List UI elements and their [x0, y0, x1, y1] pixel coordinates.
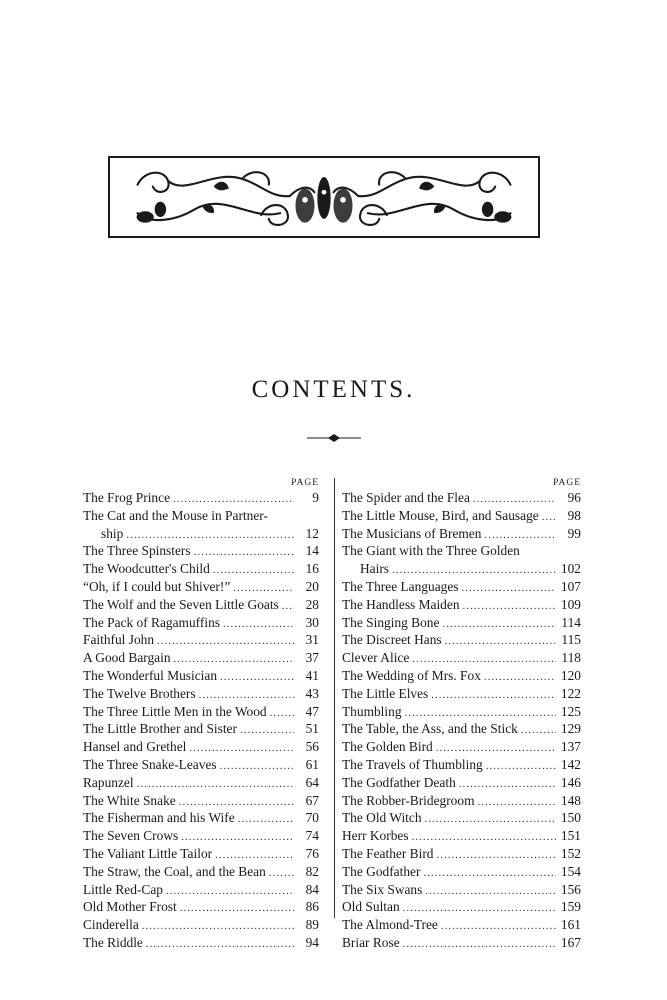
entry-page-number: 37 [305, 650, 319, 666]
entry-title: The Riddle [83, 934, 143, 950]
entry-title: Rapunzel [83, 774, 134, 790]
dot-leader [403, 936, 556, 954]
entry-page-number: 122 [560, 685, 581, 701]
dot-leader [486, 758, 556, 776]
contents-entry [83, 560, 319, 578]
entry-title: ship [101, 525, 124, 541]
entry-title: Old Sultan [342, 899, 400, 915]
contents-entry [83, 525, 319, 543]
entry-title: The Feather Bird [342, 845, 434, 861]
dot-leader [142, 918, 294, 936]
entry-page-number: 96 [567, 490, 581, 505]
dot-leader [223, 616, 294, 634]
entry-page-number: 115 [561, 632, 581, 648]
contents-entry [83, 649, 319, 667]
entry-page-number: 125 [560, 703, 581, 719]
entry-title: The Handless Maiden [342, 596, 460, 612]
entry-title: Clever Alice [342, 650, 410, 666]
contents-entry [83, 863, 319, 881]
entry-page-number: 67 [305, 792, 319, 808]
entry-title: The Seven Crows [83, 828, 179, 844]
contents-entry [342, 703, 581, 721]
contents-entry [342, 560, 581, 578]
contents-entry [342, 845, 581, 863]
entry-page-number: 152 [560, 845, 581, 861]
entry-title: The Straw, the Coal, and the Bean [83, 863, 266, 879]
entry-title: The White Snake [83, 792, 176, 808]
contents-entry [83, 614, 319, 632]
entry-page-number: 137 [560, 739, 581, 755]
entry-title: The Golden Bird [342, 739, 433, 755]
dot-leader [180, 900, 294, 918]
entry-page-number: 74 [305, 828, 319, 844]
entry-page-number: 129 [560, 721, 581, 737]
dot-leader [445, 633, 556, 651]
contents-entry [83, 934, 319, 952]
dot-leader [282, 598, 294, 616]
dot-leader [425, 883, 556, 901]
entry-page-number: 94 [305, 934, 319, 950]
entry-title: The Robber-Bridegroom [342, 792, 475, 808]
entry-page-number: 47 [305, 703, 319, 719]
entry-page-number: 114 [561, 614, 581, 630]
entry-title: The Wedding of Mrs. Fox [342, 667, 481, 683]
dot-leader [220, 758, 294, 776]
dot-leader [478, 794, 557, 812]
contents-entry [342, 756, 581, 774]
page-column-label: PAGE [291, 478, 319, 488]
entry-page-number: 20 [305, 578, 319, 594]
entry-title: Briar Rose [342, 934, 400, 950]
entry-title: The Discreet Hans [342, 632, 442, 648]
entry-title: The Little Mouse, Bird, and Sausage [342, 507, 539, 523]
contents-entry [342, 525, 581, 543]
contents-entry [342, 685, 581, 703]
entry-page-number: 12 [305, 525, 319, 541]
entry-page-number: 28 [305, 596, 319, 612]
contents-entry [83, 667, 319, 685]
dot-leader [542, 509, 556, 527]
entry-page-number: 86 [305, 899, 319, 915]
dot-leader [220, 669, 294, 687]
entry-page-number: 82 [305, 863, 319, 879]
contents-entry [83, 489, 319, 507]
entry-title: The Cat and the Mouse in Partner- [83, 507, 268, 523]
contents-entry [342, 578, 581, 596]
entry-page-number: 76 [305, 845, 319, 861]
entry-title: Hairs [360, 561, 390, 577]
contents-entry [83, 827, 319, 845]
entry-page-number: 142 [560, 756, 581, 772]
entry-title: The Giant with the Three Golden [342, 543, 520, 559]
contents-entry [342, 898, 581, 916]
entry-title: The Six Swans [342, 881, 423, 897]
entry-title: The Twelve Brothers [83, 685, 196, 701]
entry-page-number: 102 [560, 561, 581, 577]
dot-leader [431, 687, 556, 705]
contents-entry [83, 916, 319, 934]
entry-page-number: 150 [560, 810, 581, 826]
dot-leader [521, 722, 556, 740]
contents-entry [342, 809, 581, 827]
decorative-headpiece [108, 156, 540, 238]
entry-page-number: 30 [305, 614, 319, 630]
contents-entry [83, 792, 319, 810]
entry-title: The Valiant Little Tailor [83, 845, 213, 861]
entry-page-number: 109 [560, 596, 581, 612]
entry-title: The Wonderful Musician [83, 667, 218, 683]
contents-entry [342, 792, 581, 810]
entry-title: The Little Brother and Sister [83, 721, 237, 737]
entry-title: The Travels of Thumbling [342, 756, 483, 772]
contents-entry [342, 720, 581, 738]
entry-page-number: 151 [560, 828, 581, 844]
contents-entry [83, 738, 319, 756]
column-divider [334, 478, 335, 918]
dot-leader [436, 847, 556, 865]
entry-title: The Three Spinsters [83, 543, 191, 559]
dot-leader [146, 936, 294, 954]
entry-title: A Good Bargain [83, 650, 171, 666]
contents-list-right [342, 489, 581, 952]
contents-entry [342, 863, 581, 881]
entry-title: The Woodcutter's Child [83, 561, 210, 577]
contents-entry [83, 881, 319, 899]
entry-page-number: 16 [305, 561, 319, 577]
entry-title: “Oh, if I could but Shiver!” [83, 578, 231, 594]
contents-entry [342, 934, 581, 952]
entry-page-number: 120 [560, 667, 581, 683]
contents-entry [342, 774, 581, 792]
entry-page-number: 61 [305, 756, 319, 772]
dot-leader [423, 865, 556, 883]
entry-title: Herr Korbes [342, 828, 409, 844]
entry-page-number: 31 [305, 632, 319, 648]
dot-leader [166, 883, 294, 901]
page-column-label: PAGE [553, 478, 581, 488]
entry-title: The Table, the Ass, and the Stick [342, 721, 518, 737]
entry-title: Old Mother Frost [83, 899, 177, 915]
dot-leader [441, 918, 556, 936]
contents-entry [83, 898, 319, 916]
entry-page-number: 148 [560, 792, 581, 808]
contents-entry [342, 916, 581, 934]
dot-leader [238, 811, 294, 829]
dot-leader [269, 865, 294, 883]
entry-title: Cinderella [83, 917, 139, 933]
entry-page-number: 41 [305, 667, 319, 683]
contents-entry [342, 596, 581, 614]
contents-entry [83, 596, 319, 614]
contents-entry [83, 507, 319, 525]
dot-leader [240, 722, 294, 740]
contents-entry [83, 542, 319, 560]
contents-entry [83, 809, 319, 827]
contents-entry [342, 507, 581, 525]
contents-entry [342, 614, 581, 632]
entry-title: The Little Elves [342, 685, 429, 701]
entry-title: The Pack of Ragamuffins [83, 614, 220, 630]
contents-entry [83, 756, 319, 774]
entry-page-number: 107 [560, 578, 581, 594]
contents-entry [342, 667, 581, 685]
entry-title: The Fisherman and his Wife [83, 810, 235, 826]
contents-entry [83, 703, 319, 721]
page-title: CONTENTS. [251, 376, 416, 403]
contents-entry [83, 774, 319, 792]
contents-entry [83, 631, 319, 649]
contents-entry [342, 489, 581, 507]
entry-title: Hansel and Grethel [83, 739, 187, 755]
contents-entry [342, 827, 581, 845]
entry-page-number: 159 [560, 899, 581, 915]
dot-leader [462, 580, 557, 598]
entry-title: The Three Snake-Leaves [83, 756, 217, 772]
contents-entry [342, 631, 581, 649]
contents-entry [83, 845, 319, 863]
dot-leader [484, 669, 556, 687]
entry-title: Little Red-Cap [83, 881, 163, 897]
entry-page-number: 56 [305, 739, 319, 755]
entry-title: The Three Little Men in the Wood [83, 703, 267, 719]
dot-leader [270, 705, 294, 723]
entry-page-number: 9 [312, 490, 319, 505]
entry-page-number: 154 [560, 863, 581, 879]
contents-entry [83, 720, 319, 738]
entry-page-number: 84 [305, 881, 319, 897]
entry-title: Faithful John [83, 632, 155, 648]
dot-leader [463, 598, 556, 616]
entry-title: The Old Witch [342, 810, 422, 826]
contents-column-right [342, 478, 581, 952]
entry-page-number: 98 [567, 507, 581, 523]
entry-page-number: 161 [560, 917, 581, 933]
contents-column-left [83, 478, 319, 952]
entry-page-number: 64 [305, 774, 319, 790]
contents-entry [342, 738, 581, 756]
entry-title: The Almond-Tree [342, 917, 438, 933]
entry-page-number: 43 [305, 685, 319, 701]
dot-leader [157, 633, 294, 651]
contents-entry [83, 578, 319, 596]
entry-title: The Three Languages [342, 578, 459, 594]
entry-title: The Godfather [342, 863, 421, 879]
entry-title: The Wolf and the Seven Little Goats [83, 596, 279, 612]
contents-entry [342, 542, 581, 560]
entry-page-number: 146 [560, 774, 581, 790]
contents-entry [83, 685, 319, 703]
entry-page-number: 99 [567, 525, 581, 541]
contents-entry [342, 649, 581, 667]
entry-title: The Singing Bone [342, 614, 440, 630]
entry-page-number: 51 [305, 721, 319, 737]
dot-leader [425, 811, 556, 829]
entry-title: The Frog Prince [83, 490, 171, 505]
entry-page-number: 118 [561, 650, 581, 666]
entry-page-number: 156 [560, 881, 581, 897]
entry-page-number: 70 [305, 810, 319, 826]
dot-leader [442, 616, 556, 634]
entry-page-number: 89 [305, 917, 319, 933]
scroll-ornament-icon [110, 158, 538, 236]
entry-page-number: 167 [560, 934, 581, 950]
diamond-rule-icon [307, 432, 361, 444]
entry-title: The Musicians of Bremen [342, 525, 482, 541]
contents-list-left [83, 489, 319, 952]
entry-title: The Spider and the Flea [342, 490, 470, 505]
entry-title: Thumbling [342, 703, 402, 719]
contents-entry [342, 881, 581, 899]
entry-page-number: 14 [305, 543, 319, 559]
entry-title: The Godfather Death [342, 774, 456, 790]
